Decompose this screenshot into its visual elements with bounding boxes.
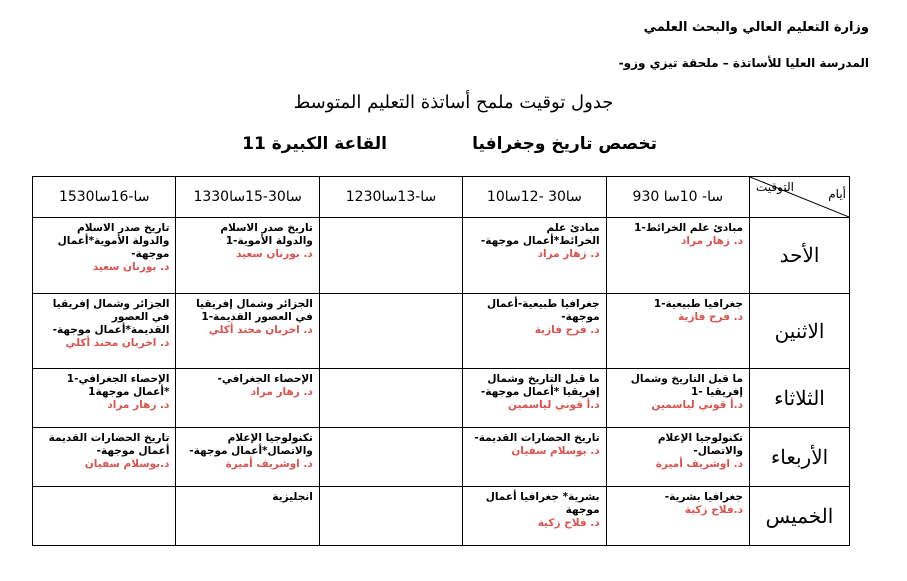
day-cell: الأحد xyxy=(750,218,850,294)
schedule-cell xyxy=(606,487,749,546)
course-name: جغرافيا طبيعية-أعمال موجهة- xyxy=(486,297,600,323)
schedule-cell xyxy=(33,487,176,546)
schedule-cell xyxy=(176,369,319,428)
teacher-name: د. زهار مراد xyxy=(107,399,170,412)
schedule-cell xyxy=(176,293,319,369)
slot-header: 15سا-16سا30 xyxy=(33,177,176,218)
table-row xyxy=(33,293,850,369)
course-name: تاريخ صدر الاسلام والدولة الأموية-1 xyxy=(220,222,313,247)
teacher-name: د. اوشريف أميرة xyxy=(655,458,743,471)
slot-header: 10سا30 -12سا xyxy=(463,177,606,218)
course-name: تاريخ الحضارات القديمة أعمال موجهة- xyxy=(48,432,170,458)
day-cell: الخميس xyxy=(750,487,850,546)
schedule-table xyxy=(32,176,850,546)
ministry-name: وزارة التعليم العالي والبحث العلمي xyxy=(643,20,869,35)
hall-label: القاعة الكبيرة 11 xyxy=(242,134,387,154)
course-name: جغرافيا بشرية- xyxy=(664,491,743,504)
schedule-cell xyxy=(606,428,749,487)
schedule-cell xyxy=(319,218,462,294)
teacher-name: د. زهار مراد xyxy=(250,386,313,399)
slot-header: 13سا30-15سا30 xyxy=(176,177,319,218)
course-name: جغرافيا طبيعية-1 xyxy=(653,297,743,310)
course-name: تاريخ الحضارات القديمة- xyxy=(474,432,600,445)
teacher-name: د. بورنان سعيد xyxy=(236,248,313,260)
teacher-name: د. اخربان محند أكلي xyxy=(65,336,170,349)
teacher-name: د. فرح فازية xyxy=(534,323,600,336)
teacher-name: د. اوشريف أميرة xyxy=(225,458,313,471)
schedule-cell xyxy=(606,218,749,294)
schedule-cell xyxy=(33,369,176,428)
schedule-cell xyxy=(606,369,749,428)
table-row xyxy=(33,369,850,428)
schedule-cell xyxy=(319,369,462,428)
schedule-cell xyxy=(319,293,462,369)
schedule-cell xyxy=(319,487,462,546)
schedule-cell xyxy=(463,487,606,546)
corner-cell xyxy=(750,177,850,218)
schedule-cell xyxy=(33,293,176,369)
course-name: الجزائر وشمال إفريقيا في العصور القديمة*أعمال موجهة- xyxy=(52,297,170,336)
slot-header: 12سا-13سا30 xyxy=(319,177,462,218)
teacher-name: د. بوسلام سفيان xyxy=(511,445,600,458)
teacher-name: د.بوسلام سفيان xyxy=(84,458,170,471)
course-name: الإحصاء الجغرافي-1 *أعمال موجهة1 xyxy=(66,373,170,399)
course-name: ما قبل التاريخ وشمال إفريقيا *أعمال موجهة- xyxy=(480,373,600,399)
schedule-cell xyxy=(463,369,606,428)
schedule-cell xyxy=(606,293,749,369)
table-row xyxy=(33,218,850,294)
day-cell: الثلاثاء xyxy=(750,369,850,428)
course-name: الجزائر وشمال إفريقيا في العصور القديمة-1 xyxy=(196,297,313,323)
corner-day-label: أيام xyxy=(828,187,846,201)
teacher-name: د. اخربان محند أكلي xyxy=(208,323,313,336)
teacher-name: د. فلاح زكية xyxy=(537,517,600,530)
course-name: مبادئ علم الخرائط-1 xyxy=(634,222,743,234)
teacher-name: د. بورنان سعيد xyxy=(92,261,170,273)
schedule-cell xyxy=(176,218,319,294)
course-name: انجليزية xyxy=(272,491,313,504)
course-name: مبادئ علم الخرائط*أعمال موجهة- xyxy=(480,222,600,247)
table-row xyxy=(33,487,850,546)
school-name: المدرسة العليا للأساتذة – ملحقة تيزي وزو- xyxy=(618,56,869,70)
course-name: تكنولوجيا الإعلام والاتصال- xyxy=(657,432,743,458)
page-title: جدول توقيت ملمح أساتذة التعليم المتوسط xyxy=(293,92,614,113)
course-name: بشرية* جغرافيا أعمال موجهة xyxy=(485,491,600,517)
schedule-cell xyxy=(176,428,319,487)
schedule-cell xyxy=(176,487,319,546)
schedule-cell xyxy=(463,293,606,369)
teacher-name: د.أ قوني لياسمين xyxy=(651,399,743,412)
teacher-name: د.فلاح زكية xyxy=(684,504,743,517)
course-name: الإحصاء الجغرافي- xyxy=(217,373,313,386)
day-cell: الأربعاء xyxy=(750,428,850,487)
course-name: تاريخ صدر الاسلام والدولة الأموية*أعمال موجهة- xyxy=(57,222,170,260)
day-cell: الاثنين xyxy=(750,293,850,369)
teacher-name: د. زهار مراد xyxy=(537,248,600,260)
schedule-cell xyxy=(319,428,462,487)
corner-time-label: التوقيت xyxy=(756,180,794,194)
schedule-cell xyxy=(463,218,606,294)
course-name: ما قبل التاريخ وشمال إفريقيا -1 xyxy=(630,373,743,399)
schedule-cell xyxy=(33,428,176,487)
header-row xyxy=(33,177,850,218)
teacher-name: د. زهار مراد xyxy=(680,235,743,247)
course-name: تكنولوجيا الإعلام والاتصال*أعمال موجهة- xyxy=(189,432,313,458)
specialty-label: تخصص تاريخ وجغرافيا xyxy=(472,134,657,154)
table-row xyxy=(33,428,850,487)
teacher-name: د.أ قوني لياسمين xyxy=(508,399,600,412)
slot-header: 9سا- 10سا 30 xyxy=(606,177,749,218)
schedule-cell xyxy=(463,428,606,487)
teacher-name: د. فرح فازية xyxy=(678,310,743,323)
schedule-cell xyxy=(33,218,176,294)
